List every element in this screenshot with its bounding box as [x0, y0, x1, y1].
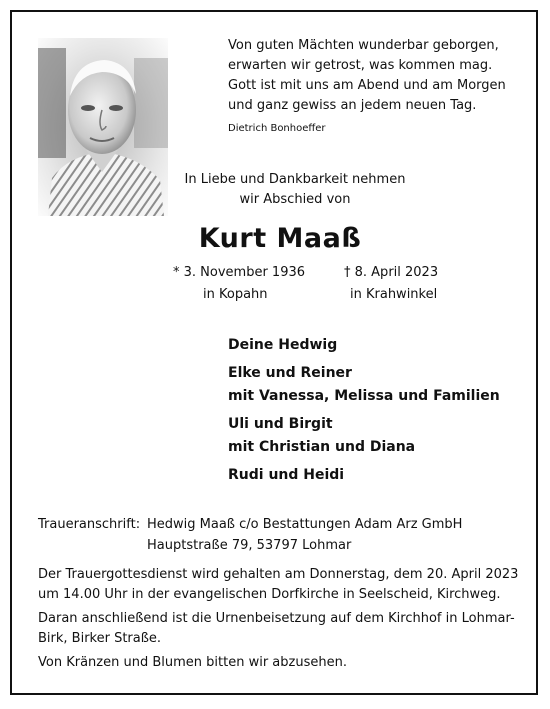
deceased-name: Kurt Maaß [198, 223, 362, 254]
mourner-line: Rudi und Heidi [228, 467, 345, 483]
poem-line: Gott ist mit uns am Abend und am Morgen [228, 78, 506, 93]
address-line-2: Hauptstraße 79, 53797 Lohmar [147, 538, 352, 553]
intro-line-2: wir Abschied von [239, 192, 351, 207]
death-place: in Krahwinkel [350, 287, 438, 302]
poem-block [228, 36, 528, 139]
death-date: † 8. April 2023 [344, 265, 439, 280]
mourner-group [228, 464, 528, 487]
intro-line-1: In Liebe und Dankbarkeit nehmen [184, 172, 406, 187]
address-label: Traueranschrift: [38, 517, 141, 532]
poem-line: und ganz gewiss an jedem neuen Tag. [228, 98, 477, 113]
service-note: Der Trauergottesdienst wird gehalten am Donnerstag, dem 20. April 2023 um 14.00 Uhr in der evangelischen Dorfkirche in Seelscheid, Kirchweg. [38, 567, 519, 602]
mourner-group [228, 413, 528, 459]
birth-date: * 3. November 1936 [173, 265, 306, 280]
poem-author: Dietrich Bonhoeffer [228, 123, 326, 134]
farewell-intro [180, 170, 410, 210]
mourner-line: Deine Hedwig [228, 337, 338, 353]
mourner-line: mit Vanessa, Melissa und Familien [228, 388, 500, 404]
birth-info [173, 262, 305, 306]
address-line-1: Hedwig Maaß c/o Bestattungen Adam Arz GmbH [147, 517, 463, 532]
birth-place: in Kopahn [203, 287, 268, 302]
mourner-line: mit Christian und Diana [228, 439, 416, 455]
poem-line: Von guten Mächten wunderbar geborgen, [228, 38, 499, 53]
service-note: Daran anschließend ist die Urnenbeisetzung auf dem Kirchhof in Lohmar-Birk, Birker Straße. [38, 611, 515, 646]
service-note: Von Kränzen und Blumen bitten wir abzusehen. [38, 655, 347, 670]
service-notes [38, 565, 520, 677]
portrait-image [38, 38, 168, 216]
mourners-list [228, 334, 528, 492]
mourner-line: Uli und Birgit [228, 416, 333, 432]
poem-line: erwarten wir getrost, was kommen mag. [228, 58, 493, 73]
mourner-group [228, 334, 528, 357]
mourner-group [228, 362, 528, 408]
death-info [344, 262, 438, 306]
mourner-line: Elke und Reiner [228, 365, 352, 381]
portrait-photo [38, 38, 168, 216]
